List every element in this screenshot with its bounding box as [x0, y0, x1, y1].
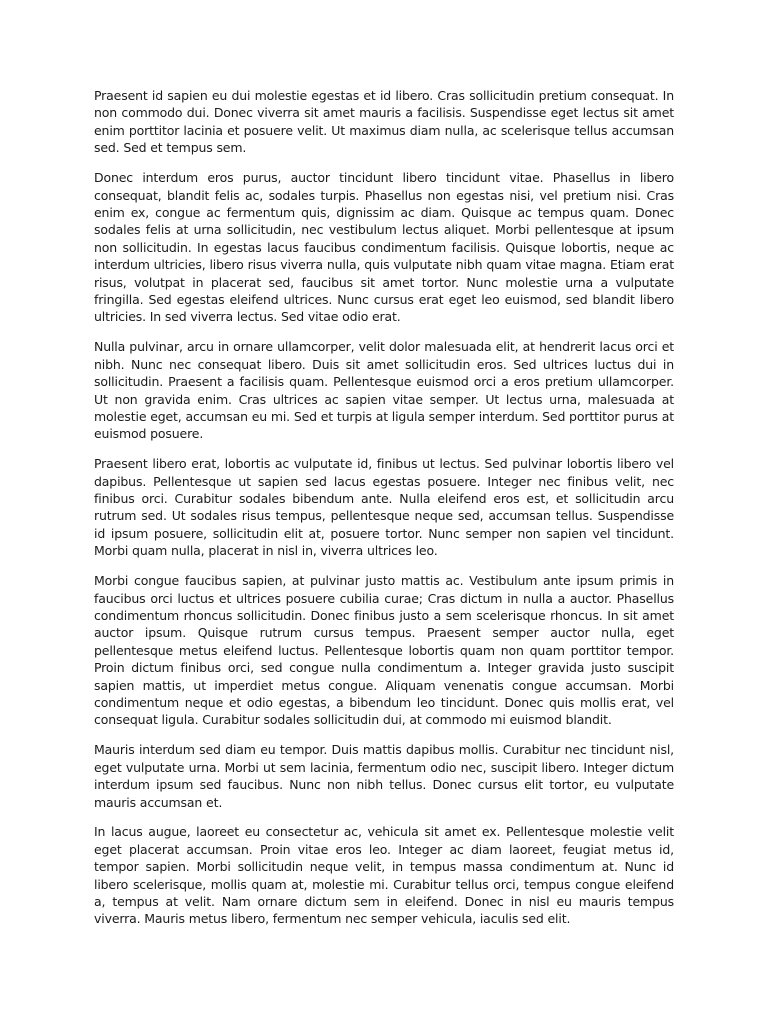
- paragraph-2: Donec interdum eros purus, auctor tincidunt libero tincidunt vitae. Phasellus in libero consequat, blandit felis ac, sodales turpis. Phasellus non egestas nisi, vel pretium nisi. Cras enim ex, congue ac fermentum quis, dignissim ac diam. Quisque ac tempus quam. Donec sodales felis at urna sollicitudin, nec vestibulum lectus aliquet. Morbi pellentesque at ipsum non sollicitudin. In egestas lacus faucibus condimentum facilisis. Quisque lobortis, neque ac interdum ultricies, libero risus viverra nulla, quis vulputate nibh quam vitae magna. Etiam erat risus, volutpat in placerat sed, faucibus sit amet tortor. Nunc molestie urna a vulputate fringilla. Sed egestas eleifend ultrices. Nunc cursus erat eget leo euismod, sed blandit libero ultricies. In sed viverra lectus. Sed vitae odio erat.: [94, 170, 674, 325]
- paragraph-7: In lacus augue, laoreet eu consectetur ac, vehicula sit amet ex. Pellentesque molestie velit eget placerat accumsan. Proin vitae eros leo. Integer ac diam laoreet, feugiat metus id, tempor sapien. Morbi sollicitudin neque velit, in tempus massa condimentum at. Nunc id libero scelerisque, mollis quam at, molestie mi. Curabitur tellus orci, tempus congue eleifend a, tempus at velit. Nam ornare dictum sem in eleifend. Donec in nisl eu mauris tempus viverra. Mauris metus libero, fermentum nec semper vehicula, iaculis sed elit.: [94, 824, 674, 927]
- paragraph-5: Morbi congue faucibus sapien, at pulvinar justo mattis ac. Vestibulum ante ipsum primis in faucibus orci luctus et ultrices posuere cubilia curae; Cras dictum in nulla a auctor. Phasellus condimentum rhoncus sollicitudin. Donec finibus justo a sem scelerisque rhoncus. In sit amet auctor ipsum. Quisque rutrum cursus tempus. Praesent semper auctor nulla, eget pellentesque metus eleifend luctus. Pellentesque lobortis quam non quam porttitor tempor. Proin dictum finibus orci, sed congue nulla condimentum a. Integer gravida justo suscipit sapien mattis, ut imperdiet metus congue. Aliquam venenatis congue accumsan. Morbi condimentum neque et odio egestas, a bibendum leo tincidunt. Donec quis mollis erat, vel consequat ligula. Curabitur sodales sollicitudin dui, at commodo mi euismod blandit.: [94, 573, 674, 728]
- paragraph-3: Nulla pulvinar, arcu in ornare ullamcorper, velit dolor malesuada elit, at hendrerit lacus orci et nibh. Nunc nec consequat libero. Duis sit amet sollicitudin eros. Sed ultrices luctus dui in sollicitudin. Praesent a facilisis quam. Pellentesque euismod orci a eros pretium ullamcorper. Ut non gravida enim. Cras ultrices ac sapien vitae semper. Ut lectus urna, malesuada at molestie eget, accumsan eu mi. Sed et turpis at ligula semper interdum. Sed porttitor purus at euismod posuere.: [94, 339, 674, 442]
- paragraph-6: Mauris interdum sed diam eu tempor. Duis mattis dapibus mollis. Curabitur nec tincidunt nisl, eget vulputate urna. Morbi ut sem lacinia, fermentum odio nec, suscipit libero. Integer dictum interdum ipsum sed faucibus. Nunc non nibh tellus. Donec cursus elit tortor, eu vulputate mauris accumsan et.: [94, 742, 674, 810]
- paragraph-4: Praesent libero erat, lobortis ac vulputate id, finibus ut lectus. Sed pulvinar lobortis libero vel dapibus. Pellentesque ut sapien sed lacus egestas posuere. Integer nec finibus velit, nec finibus orci. Curabitur sodales bibendum ante. Nulla eleifend eros est, et sollicitudin arcu rutrum sed. Ut sodales risus tempus, pellentesque neque sed, accumsan tellus. Suspendisse id ipsum posuere, sollicitudin elit at, posuere tortor. Nunc semper non sapien vel tincidunt. Morbi quam nulla, placerat in nisl in, viverra ultrices leo.: [94, 456, 674, 559]
- document-body: [94, 87, 674, 935]
- paragraph-1: Praesent id sapien eu dui molestie egestas et id libero. Cras sollicitudin pretium consequat. In non commodo dui. Donec viverra sit amet mauris a facilisis. Suspendisse eget lectus sit amet enim porttitor lacinia et posuere velit. Ut maximus diam nulla, ac scelerisque tellus accumsan sed. Sed et tempus sem.: [94, 88, 674, 156]
